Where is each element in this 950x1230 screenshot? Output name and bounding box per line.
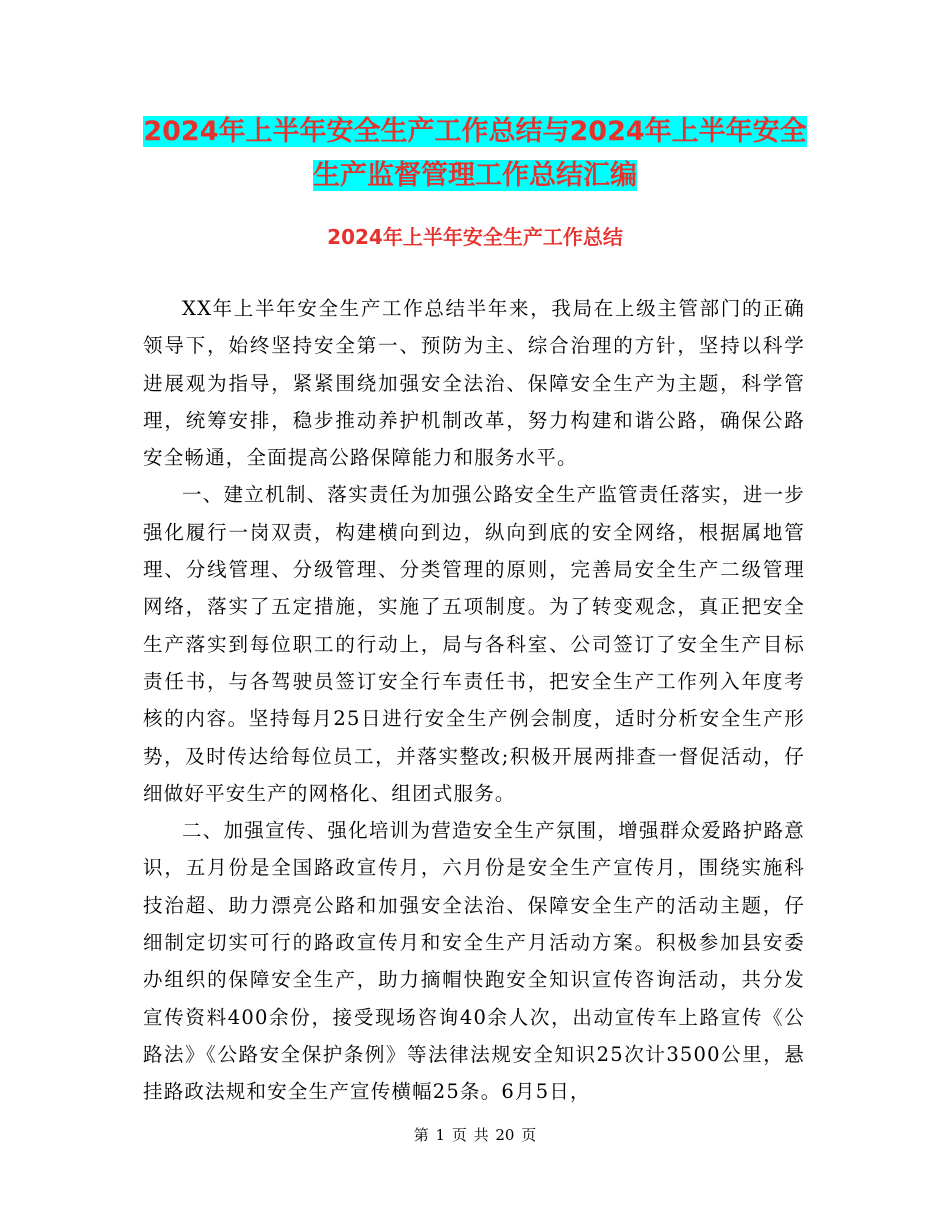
document-body (143, 290, 805, 1111)
page-number-footer: 第 1 页 共 20 页 (413, 1126, 537, 1144)
main-title-highlight: 2024年上半年安全生产工作总结与2024年上半年安全生产监督管理工作总结汇编 (143, 116, 807, 191)
paragraph-section-1: 一、建立机制、落实责任为加强公路安全生产监管责任落实，进一步强化履行一岗双责，构建横向到边，纵向到底的安全网络，根据属地管理、分线管理、分级管理、分类管理的原则，完善局安全生产二级管理网络，落实了五定措施，实施了五项制度。为了转变观念，真正把安全生产落实到每位职工的行动上，局与各科室、公司签订了安全生产目标责任书，与各驾驶员签订安全行车责任书，把安全生产工作列入年度考核的内容。坚持每月25日进行安全生产例会制度，适时分析安全生产形势，及时传达给每位员工，并落实整改;积极开展两排查一督促活动，仔细做好平安生产的网格化、组团式服务。 (143, 483, 805, 805)
paragraph-intro: XX年上半年安全生产工作总结半年来，我局在上级主管部门的正确领导下，始终坚持安全第一、预防为主、综合治理的方针，坚持以科学进展观为指导，紧紧围绕加强安全法治、保障安全生产为主题，科学管理，统筹安排，稳步推动养护机制改革，努力构建和谐公路，确保公路安全畅通，全面提高公路保障能力和服务水平。 (143, 297, 805, 470)
section-title: 2024年上半年安全生产工作总结 (327, 225, 623, 249)
document-main-title (140, 110, 810, 198)
paragraph-section-2: 二、加强宣传、强化培训为营造安全生产氛围，增强群众爱路护路意识，五月份是全国路政宣传月，六月份是安全生产宣传月，围绕实施科技治超、助力漂亮公路和加强安全法治、保障安全生产的活动主题，仔细制定切实可行的路政宣传月和安全生产月活动方案。积极参加县安委办组织的保障安全生产，助力摘帽快跑安全知识宣传咨询活动，共分发宣传资料400余份，接受现场咨询40余人次，出动宣传车上路宣传《公路法》《公路安全保护条例》等法律法规安全知识25次计3500公里，悬挂路政法规和安全生产宣传横幅25条。6月5日， (143, 819, 805, 1104)
